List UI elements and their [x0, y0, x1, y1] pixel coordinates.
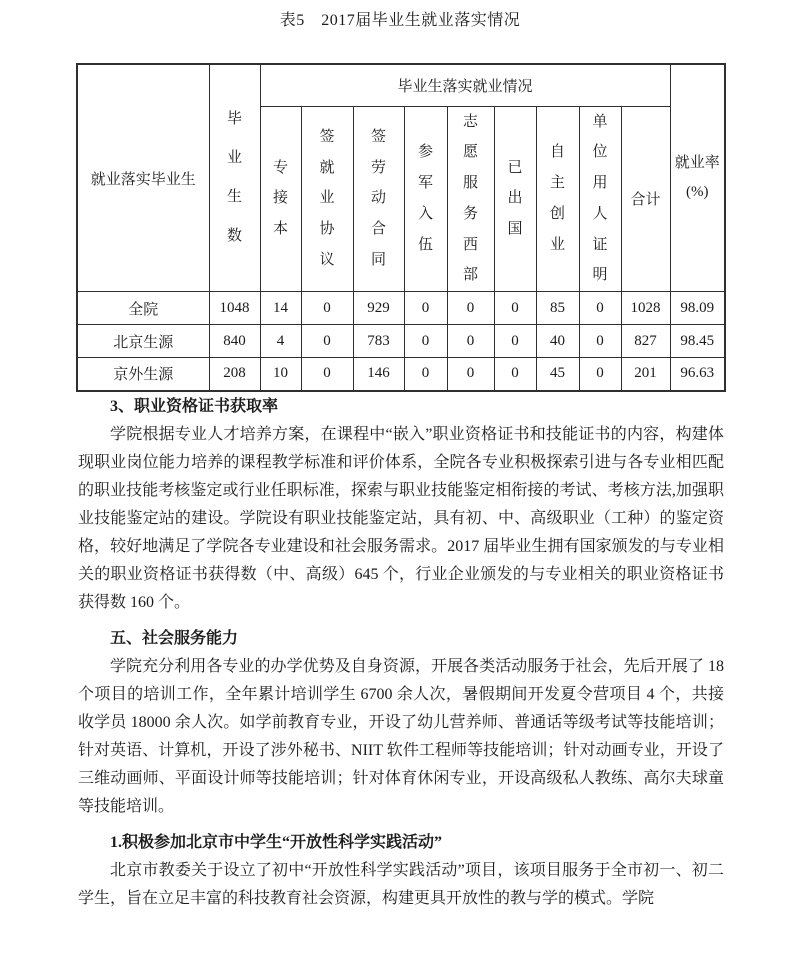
- rate-cell: 96.63: [670, 358, 725, 391]
- paragraph-social-service: 学院充分利用各专业的办学优势及自身资源，开展各类活动服务于社会，先后开展了 18 个项目的培训工作，全年累计培训学生 6700 余人次，暑假期间开发夏令营项目 4 个，共接收学员 18000 余人次。如学前教育专业，开设了幼儿营养师、普通话等级考试等技能培训；针对英语、计算机，开设了涉外秘书、NIIT 软件工程师等技能培训；针对动画专业，开设了三维动画师、平面设计师等技能培训；针对体育休闲专业，开设高级私人教练、高尔夫球童等技能培训。: [78, 658, 724, 815]
- data-cell: 1028: [621, 292, 670, 325]
- data-cell: 1048: [209, 292, 260, 325]
- table-header-row-1: [77, 64, 725, 106]
- group-header-cell: [260, 64, 670, 106]
- data-cell: 0: [301, 325, 353, 358]
- data-cell: 0: [494, 292, 536, 325]
- data-cell: 840: [209, 325, 260, 358]
- data-cell: 0: [404, 292, 447, 325]
- subsection-heading-open-science: 1.积极参加北京市中学生“开放性科学实践活动”: [110, 834, 443, 851]
- data-cell: 0: [579, 292, 621, 325]
- data-cell: 0: [404, 325, 447, 358]
- employment-table: [76, 63, 726, 392]
- subheader-label: 单位用人证明: [592, 113, 608, 284]
- data-cell: 208: [209, 358, 260, 391]
- subheader-label: 参军入伍: [417, 144, 433, 253]
- subheader-label: 签就业协议: [319, 128, 335, 268]
- data-cell: 929: [353, 292, 404, 325]
- paragraph-certificates: 学院根据专业人才培养方案，在课程中“嵌入”职业资格证书和技能证书的内容，构建体现职业岗位能力培养的课程教学标准和评价体系，全院各专业积极探索引进与各专业相匹配的职业技能考核鉴定或行业任职标准，探索与职业技能鉴定相衔接的考试、考核方法,加强职业技能鉴定站的建设。学院设有职业技能鉴定站，具有初、中、高级职业（工种）的鉴定资格，较好地满足了学院各专业建设和社会服务需求。2017 届毕业生拥有国家颁发的与专业相关的职业资格证书获得数（中、高级）645 个，行业企业颁发的与专业相关的职业资格证书获得数 160 个。: [78, 426, 724, 611]
- section-heading-social-service: 五、社会服务能力: [110, 630, 239, 647]
- rate-header-label: 就业率(%): [674, 154, 720, 200]
- paragraph-open-science: 北京市教委关于设立了初中“开放性科学实践活动”项目，该项目服务于全市初一、初二学生，旨在立足丰富的科技教育社会资源，构建更具开放性的教与学的模式。学院: [78, 862, 724, 907]
- data-cell: 783: [353, 325, 404, 358]
- row-label-cell: 京外生源: [77, 358, 209, 391]
- data-cell: 85: [536, 292, 579, 325]
- data-cell: 0: [494, 325, 536, 358]
- data-cell: 14: [260, 292, 301, 325]
- data-cell: 827: [621, 325, 670, 358]
- subheader-cell: [494, 106, 536, 292]
- data-cell: 45: [536, 358, 579, 391]
- graduates-header-label: 毕业生数: [226, 111, 242, 244]
- subheader-cell: [404, 106, 447, 292]
- row-label-cell: 北京生源: [77, 325, 209, 358]
- subheader-label: 志愿服务西部: [462, 113, 478, 284]
- data-cell: 146: [353, 358, 404, 391]
- data-cell: 0: [301, 358, 353, 391]
- group-header-label: 毕业生落实就业情况: [397, 78, 533, 95]
- table-caption: 表5 2017届毕业生就业落实情况: [279, 12, 521, 29]
- subheader-cell: [579, 106, 621, 292]
- subheader-label: 自主创业: [549, 144, 565, 253]
- data-cell: 40: [536, 325, 579, 358]
- section-heading-certificates: 3、职业资格证书获取率: [110, 398, 279, 415]
- subheader-cell: [353, 106, 404, 292]
- table-row: [77, 292, 725, 325]
- data-cell: 0: [404, 358, 447, 391]
- data-cell: 201: [621, 358, 670, 391]
- corner-header-label: 就业落实毕业生: [90, 171, 196, 188]
- subheader-cell: [447, 106, 494, 292]
- table-row: [77, 358, 725, 391]
- rate-cell: 98.09: [670, 292, 725, 325]
- data-cell: 4: [260, 325, 301, 358]
- document-body: [78, 393, 724, 913]
- data-cell: 0: [447, 325, 494, 358]
- data-cell: 0: [579, 325, 621, 358]
- corner-header-cell: [77, 64, 209, 292]
- subheader-label: 合计: [630, 192, 661, 209]
- data-cell: 0: [447, 292, 494, 325]
- data-cell: 0: [494, 358, 536, 391]
- table-row: [77, 325, 725, 358]
- subheader-cell: [301, 106, 353, 292]
- subheader-label: 签劳动合同: [370, 128, 386, 268]
- subheader-cell: [536, 106, 579, 292]
- data-cell: 0: [447, 358, 494, 391]
- subheader-cell: [260, 106, 301, 292]
- rate-cell: 98.45: [670, 325, 725, 358]
- row-label-cell: 全院: [77, 292, 209, 325]
- subheader-label: 专接本: [272, 159, 288, 238]
- data-cell: 0: [579, 358, 621, 391]
- subheader-label: 已出国: [507, 159, 523, 238]
- rate-header-cell: [670, 64, 725, 292]
- subheader-cell: [621, 106, 670, 292]
- data-cell: 0: [301, 292, 353, 325]
- data-cell: 10: [260, 358, 301, 391]
- graduates-header-cell: [209, 64, 260, 292]
